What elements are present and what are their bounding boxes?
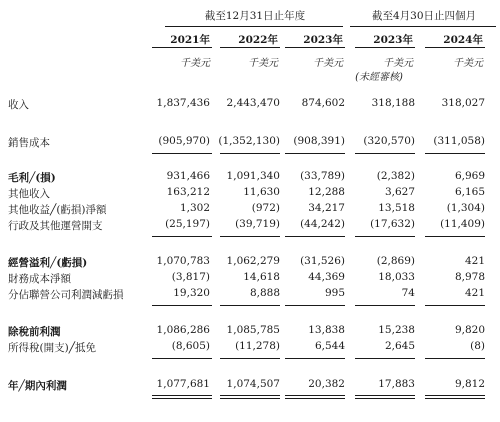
cell-gross-profit-2024-ytd: 6,969	[454, 170, 485, 182]
total-double-rule-2023-ytd	[355, 395, 415, 396]
cell-cos-2023: (908,391)	[293, 135, 345, 147]
row-label-cost-of-sales: 銷售成本	[8, 137, 50, 149]
cell-other-income-2023: 12,288	[308, 186, 345, 198]
cell-operating-profit-2023-ytd: (2,869)	[376, 255, 415, 267]
cell-operating-profit-2024-ytd: 421	[464, 255, 485, 267]
subtotal-rule-2023-ytd	[355, 153, 415, 154]
cell-profit-2024-ytd: 9,812	[454, 378, 485, 390]
total-double-rule-2024-ytd	[425, 395, 485, 396]
subtotal-rule-2022	[220, 236, 280, 237]
row-label-other-gains: 其他收益╱(虧損)淨額	[8, 204, 107, 216]
cell-pbt-2021: 1,086,286	[156, 324, 210, 336]
subtotal-rule-2021	[152, 358, 212, 359]
cell-other-gains-2023-ytd: 13,518	[378, 202, 415, 214]
row-label-admin-expenses: 行政及其他運營開支	[8, 220, 103, 232]
total-double-rule-2024-ytd	[425, 398, 485, 399]
row-label-operating-profit: 經營溢利╱(虧損)	[8, 257, 88, 269]
cell-associates-2023-ytd: 74	[401, 287, 415, 299]
group-underline-ytd	[350, 26, 496, 27]
cell-operating-profit-2021: 1,070,783	[156, 255, 210, 267]
year-header-2024-ytd: 2024年	[443, 34, 483, 46]
year-header-2023: 2023年	[303, 34, 343, 46]
cell-profit-2021: 1,077,681	[156, 378, 210, 390]
total-double-rule-2023-ytd	[355, 398, 415, 399]
cell-other-gains-2023: 34,217	[308, 202, 345, 214]
year-header-2022: 2022年	[238, 34, 278, 46]
cell-finance-2024-ytd: 8,978	[454, 271, 485, 283]
cell-other-income-2024-ytd: 6,165	[454, 186, 485, 198]
cell-finance-2021: (3,817)	[171, 271, 210, 283]
cell-gross-profit-2023: (33,789)	[300, 170, 345, 182]
cell-tax-2023: 6,544	[314, 340, 345, 352]
subtotal-rule-2023	[285, 236, 345, 237]
cell-cos-2023-ytd: (320,570)	[363, 135, 415, 147]
group-header-fiscal-year: 截至12月31日止年度	[204, 10, 306, 22]
year-header-2021: 2021年	[170, 34, 210, 46]
cell-admin-2022: (39,719)	[235, 218, 280, 230]
cell-cos-2024-ytd: (311,058)	[433, 135, 485, 147]
cell-admin-2023: (44,242)	[300, 218, 345, 230]
total-double-rule-2021	[152, 398, 212, 399]
row-label-revenue: 收入	[8, 99, 29, 111]
unit-2023-ytd: 千美元	[383, 58, 413, 69]
cell-finance-2022: 14,618	[243, 271, 280, 283]
cell-pbt-2023-ytd: 15,238	[378, 324, 415, 336]
cell-admin-2021: (25,197)	[165, 218, 210, 230]
unaudited-note: (未經審核)	[355, 72, 403, 83]
cell-cos-2022: (1,352,130)	[218, 135, 280, 147]
cell-gross-profit-2021: 931,466	[166, 170, 210, 182]
year-underline-2021	[152, 47, 212, 48]
cell-revenue-2021: 1,837,436	[156, 97, 210, 109]
cell-revenue-2024-ytd: 318,027	[441, 97, 485, 109]
unit-2021: 千美元	[180, 58, 210, 69]
subtotal-rule-2024-ytd	[425, 153, 485, 154]
subtotal-rule-2022	[220, 358, 280, 359]
cell-finance-2023-ytd: 18,033	[378, 271, 415, 283]
row-label-associates-share: 分佔聯營公司利潤減虧損	[8, 289, 124, 301]
cell-associates-2023: 995	[324, 287, 345, 299]
subtotal-rule-2023	[285, 358, 345, 359]
cell-profit-2022: 1,074,507	[226, 378, 280, 390]
cell-cos-2021: (905,970)	[158, 135, 210, 147]
cell-other-gains-2021: 1,302	[179, 202, 210, 214]
subtotal-rule-2022	[220, 305, 280, 306]
subtotal-rule-2022	[220, 153, 280, 154]
subtotal-rule-2021	[152, 236, 212, 237]
unit-2023: 千美元	[313, 58, 343, 69]
year-underline-2023	[285, 47, 345, 48]
cell-finance-2023: 44,369	[308, 271, 345, 283]
cell-profit-2023-ytd: 17,883	[378, 378, 415, 390]
cell-other-income-2022: 11,630	[243, 186, 280, 198]
cell-gross-profit-2023-ytd: (2,382)	[376, 170, 415, 182]
cell-other-income-2023-ytd: 3,627	[384, 186, 415, 198]
cell-revenue-2023: 874,602	[301, 97, 345, 109]
cell-tax-2024-ytd: (8)	[470, 340, 485, 352]
subtotal-rule-2023-ytd	[355, 358, 415, 359]
cell-pbt-2022: 1,085,785	[226, 324, 280, 336]
subtotal-rule-2024-ytd	[425, 358, 485, 359]
row-label-income-tax: 所得稅(開支)╱抵免	[8, 342, 97, 354]
cell-associates-2022: 8,888	[249, 287, 280, 299]
total-double-rule-2022	[220, 398, 280, 399]
row-label-profit-before-tax: 除稅前利潤	[8, 326, 61, 338]
cell-gross-profit-2022: 1,091,340	[226, 170, 280, 182]
subtotal-rule-2023	[285, 305, 345, 306]
cell-revenue-2022: 2,443,470	[226, 97, 280, 109]
cell-profit-2023: 20,382	[308, 378, 345, 390]
cell-tax-2021: (8,605)	[171, 340, 210, 352]
year-header-2023-ytd: 2023年	[373, 34, 413, 46]
cell-tax-2022: (11,278)	[235, 340, 280, 352]
row-label-other-income: 其他收入	[8, 188, 50, 200]
cell-other-gains-2022: (972)	[251, 202, 280, 214]
cell-associates-2024-ytd: 421	[464, 287, 485, 299]
subtotal-rule-2021	[152, 153, 212, 154]
year-underline-2024-ytd	[425, 47, 485, 48]
group-header-four-months: 截至4月30日止四個月	[371, 10, 477, 22]
total-double-rule-2023	[285, 395, 345, 396]
total-double-rule-2021	[152, 395, 212, 396]
row-label-finance-costs: 財務成本淨額	[8, 273, 71, 285]
cell-admin-2023-ytd: (17,632)	[370, 218, 415, 230]
cell-pbt-2023: 13,838	[308, 324, 345, 336]
group-underline-fy	[165, 26, 343, 27]
subtotal-rule-2024-ytd	[425, 236, 485, 237]
cell-operating-profit-2022: 1,062,279	[226, 255, 280, 267]
total-double-rule-2022	[220, 395, 280, 396]
subtotal-rule-2023-ytd	[355, 305, 415, 306]
cell-tax-2023-ytd: 2,645	[384, 340, 415, 352]
total-double-rule-2023	[285, 398, 345, 399]
cell-revenue-2023-ytd: 318,188	[371, 97, 415, 109]
cell-admin-2024-ytd: (11,409)	[440, 218, 485, 230]
unit-2024-ytd: 千美元	[453, 58, 483, 69]
row-label-profit-for-period: 年╱期內利潤	[8, 380, 67, 392]
cell-pbt-2024-ytd: 9,820	[454, 324, 485, 336]
cell-other-income-2021: 163,212	[166, 186, 210, 198]
subtotal-rule-2023	[285, 153, 345, 154]
cell-associates-2021: 19,320	[173, 287, 210, 299]
unit-2022: 千美元	[248, 58, 278, 69]
cell-operating-profit-2023: (31,526)	[300, 255, 345, 267]
year-underline-2023-ytd	[355, 47, 415, 48]
cell-other-gains-2024-ytd: (1,304)	[446, 202, 485, 214]
subtotal-rule-2021	[152, 305, 212, 306]
subtotal-rule-2023-ytd	[355, 236, 415, 237]
subtotal-rule-2024-ytd	[425, 305, 485, 306]
row-label-gross-profit: 毛利╱(損)	[8, 172, 56, 184]
year-underline-2022	[220, 47, 280, 48]
